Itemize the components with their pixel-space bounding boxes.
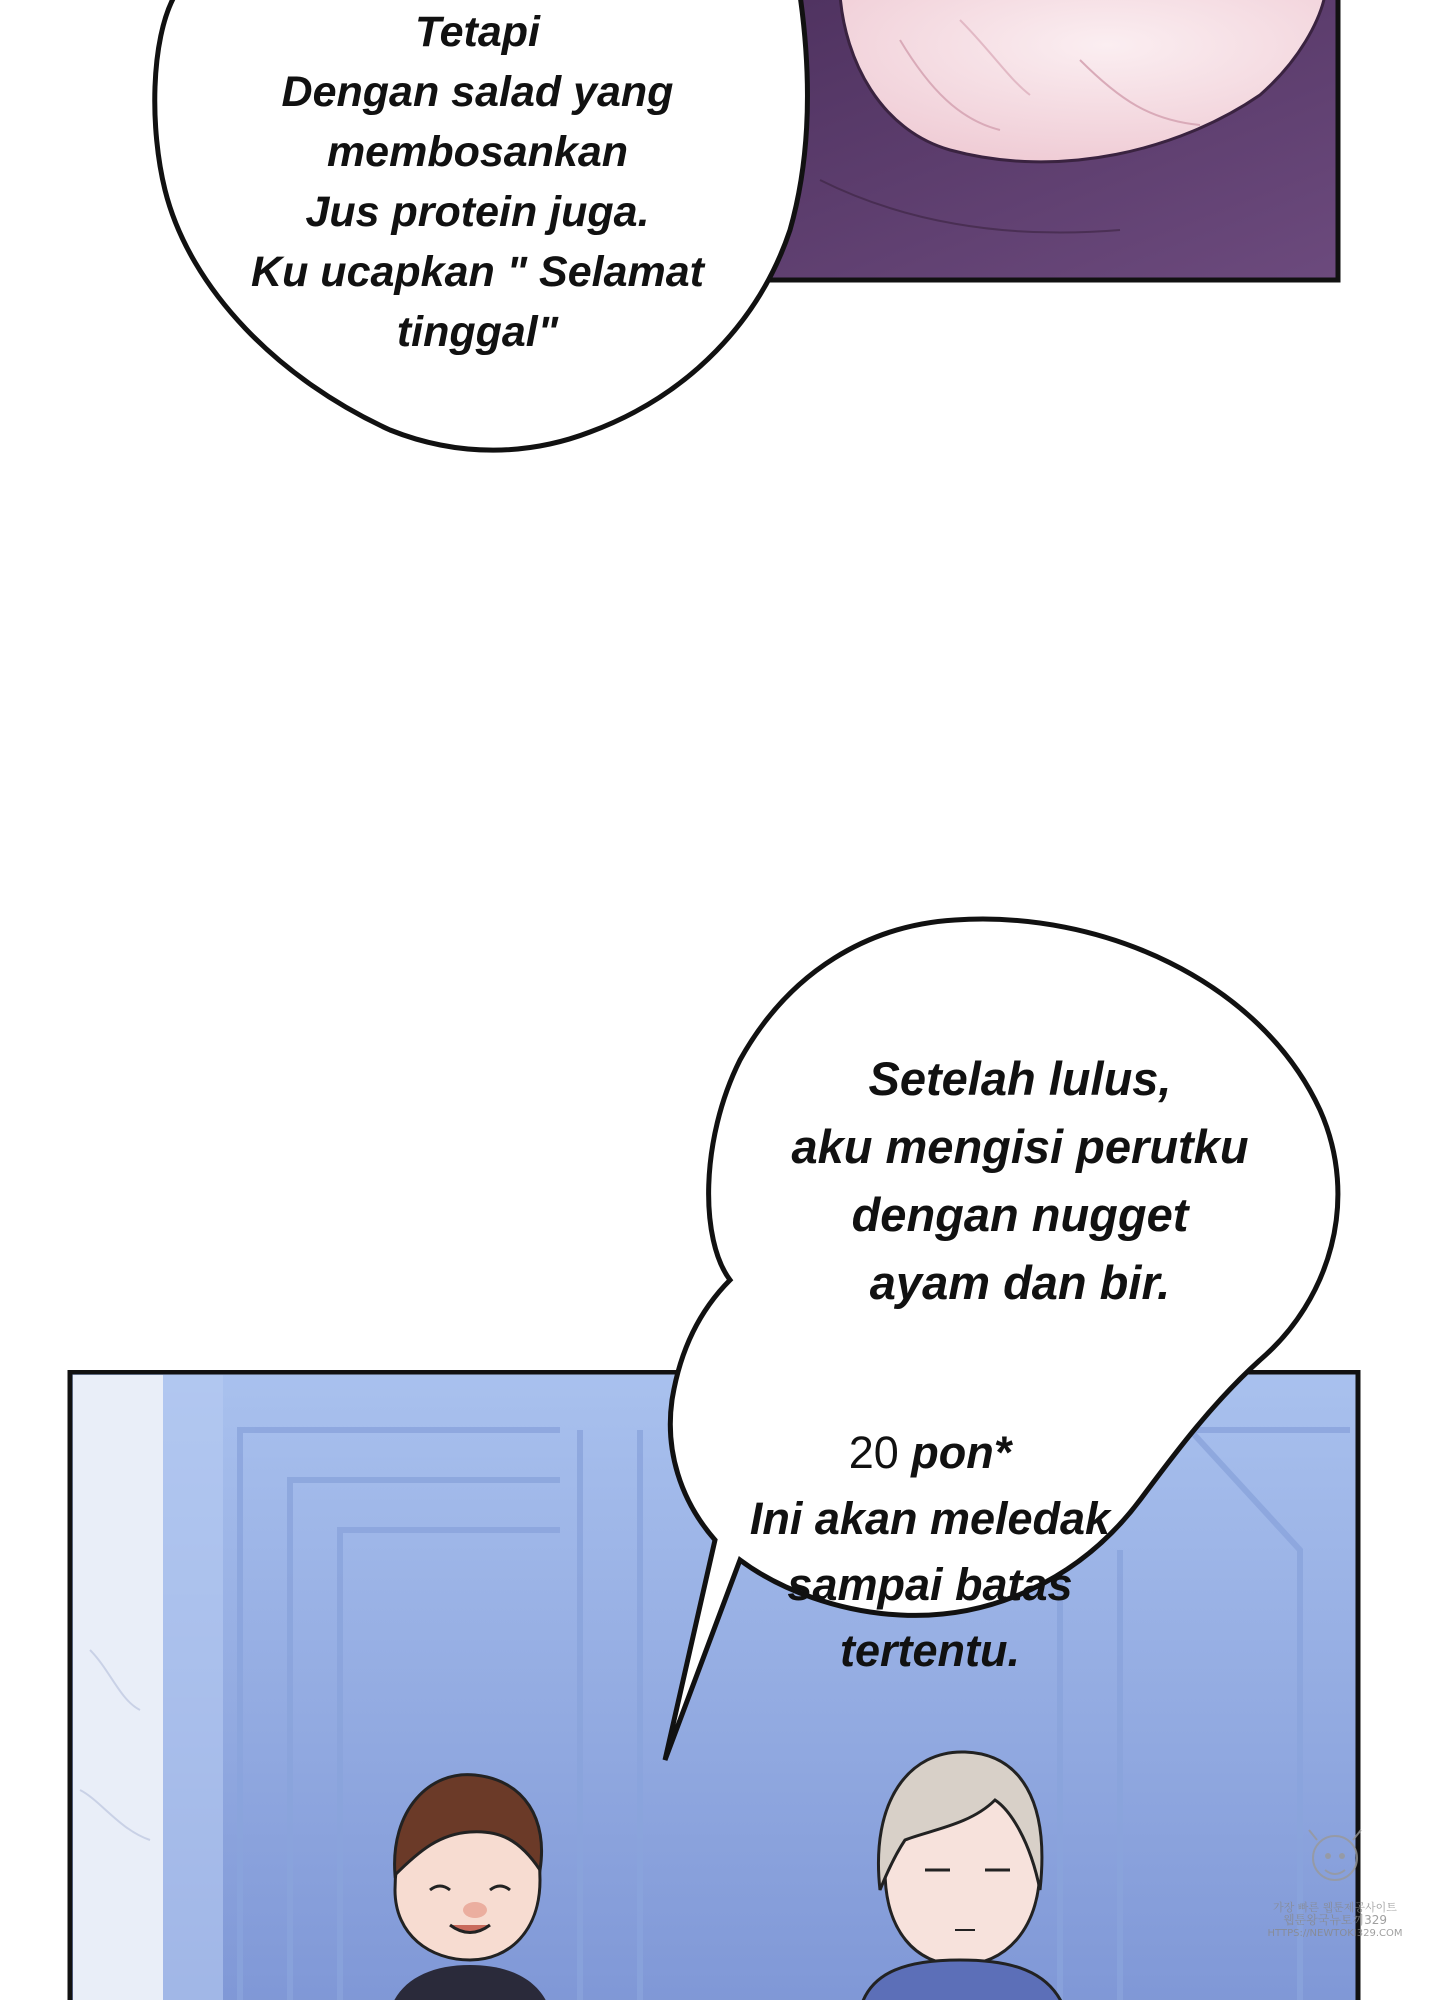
speech-line: dengan nugget bbox=[851, 1188, 1189, 1241]
speech-line: Setelah lulus, bbox=[868, 1052, 1172, 1105]
speech-line: tertentu. bbox=[840, 1625, 1020, 1676]
watermark-line: 웹툰왕국뉴토끼329 bbox=[1282, 1913, 1388, 1927]
mascot-icon bbox=[1295, 1828, 1375, 1898]
speech-line: sampai batas bbox=[787, 1559, 1073, 1610]
speech-line: Dengan salad yang bbox=[281, 68, 674, 116]
speech-line: ayam dan bir. bbox=[869, 1256, 1171, 1309]
speech-text-top bbox=[205, 2, 750, 362]
speech-line: Tetapi bbox=[414, 8, 541, 56]
speech-line: Ini akan meledak bbox=[749, 1493, 1111, 1544]
watermark-line: HTTPS://NEWTOKI329.COM bbox=[1267, 1928, 1403, 1939]
speech-line: membosankan bbox=[326, 128, 629, 176]
speech-text-bottom-2 bbox=[700, 1420, 1160, 1684]
watermark bbox=[1260, 1828, 1410, 1940]
speech-line: tinggal" bbox=[396, 308, 559, 356]
watermark-line: 가장 빠른 웹툰제공사이트 bbox=[1273, 1901, 1397, 1914]
speech-line: Jus protein juga. bbox=[305, 188, 650, 236]
speech-line-prefix bbox=[700, 1420, 1160, 1486]
weight-unit: pon* bbox=[911, 1427, 1012, 1478]
speech-line: aku mengisi perutku bbox=[791, 1120, 1249, 1173]
speech-text-bottom-1 bbox=[740, 1045, 1300, 1317]
weight-number: 20 bbox=[848, 1427, 899, 1478]
speech-line: Ku ucapkan " Selamat bbox=[251, 248, 704, 296]
